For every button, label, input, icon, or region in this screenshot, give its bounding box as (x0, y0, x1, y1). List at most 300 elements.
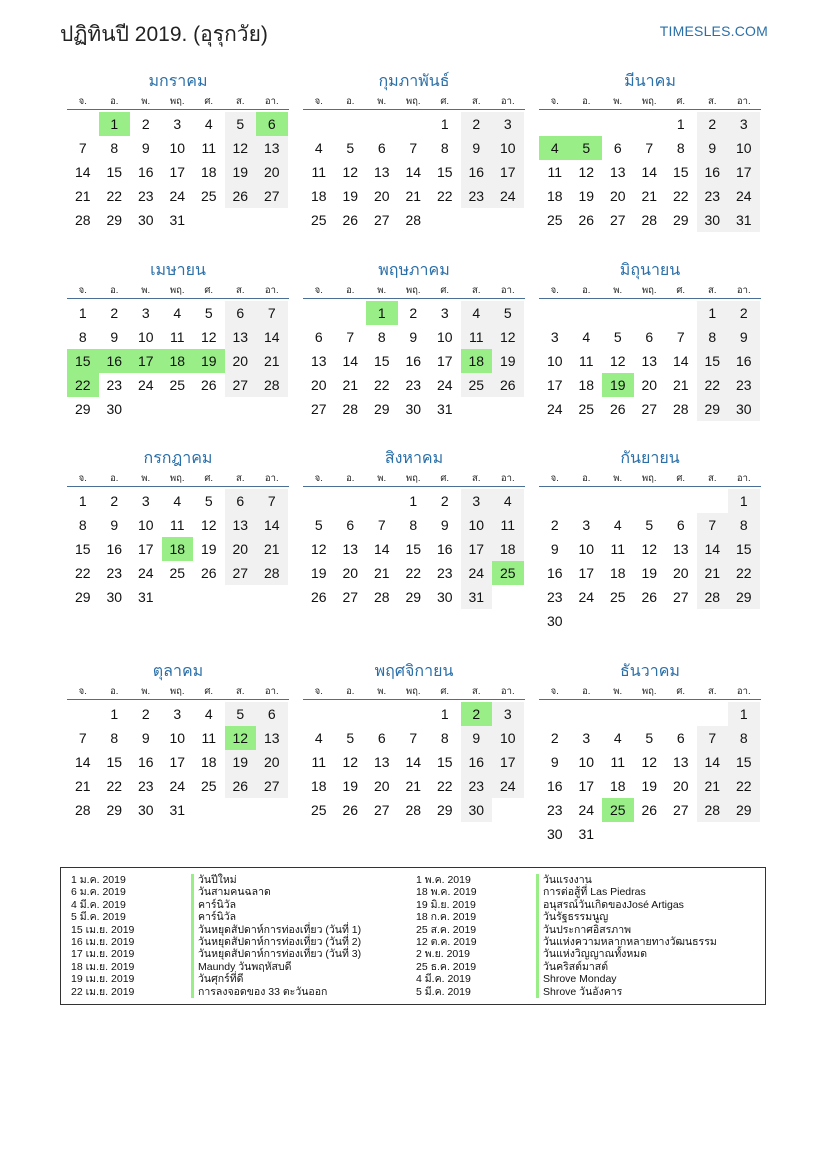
day-cell[interactable]: 1 (409, 493, 418, 509)
day-cell[interactable]: 16 (405, 353, 422, 369)
day-cell[interactable]: 15 (106, 164, 123, 180)
day-cell[interactable]: 1 (697, 301, 729, 325)
day-cell[interactable]: 17 (436, 353, 453, 369)
day-cell[interactable]: 17 (137, 541, 154, 557)
day-cell[interactable]: 31 (169, 212, 186, 228)
day-cell[interactable]: 1 (728, 702, 760, 726)
day-cell[interactable]: 22 (728, 561, 760, 585)
day-cell[interactable]: 20 (256, 750, 288, 774)
day-cell[interactable]: 19 (310, 565, 327, 581)
day-cell[interactable]: 23 (546, 589, 563, 605)
day-cell[interactable]: 3 (173, 116, 182, 132)
day-cell[interactable]: 14 (256, 325, 288, 349)
holiday-day-cell[interactable]: 25 (492, 561, 524, 585)
day-cell[interactable]: 2 (110, 305, 119, 321)
day-cell[interactable]: 8 (728, 513, 760, 537)
day-cell[interactable]: 8 (110, 140, 119, 156)
day-cell[interactable]: 22 (697, 373, 729, 397)
day-cell[interactable]: 21 (641, 188, 658, 204)
day-cell[interactable]: 23 (436, 565, 453, 581)
day-cell[interactable]: 18 (578, 377, 595, 393)
day-cell[interactable]: 4 (314, 140, 323, 156)
day-cell[interactable]: 13 (256, 136, 288, 160)
day-cell[interactable]: 23 (461, 774, 493, 798)
day-cell[interactable]: 25 (546, 212, 563, 228)
day-cell[interactable]: 9 (110, 517, 119, 533)
day-cell[interactable]: 2 (409, 305, 418, 321)
day-cell[interactable]: 8 (409, 517, 418, 533)
day-cell[interactable]: 28 (405, 802, 422, 818)
day-cell[interactable]: 3 (492, 112, 524, 136)
day-cell[interactable]: 20 (373, 188, 390, 204)
day-cell[interactable]: 20 (672, 778, 689, 794)
day-cell[interactable]: 11 (461, 325, 493, 349)
day-cell[interactable]: 3 (173, 706, 182, 722)
holiday-day-cell[interactable]: 18 (162, 349, 194, 373)
day-cell[interactable]: 10 (436, 329, 453, 345)
day-cell[interactable]: 11 (610, 541, 626, 557)
day-cell[interactable]: 2 (461, 112, 493, 136)
day-cell[interactable]: 27 (342, 589, 359, 605)
day-cell[interactable]: 1 (676, 116, 685, 132)
day-cell[interactable]: 27 (672, 802, 689, 818)
day-cell[interactable]: 11 (311, 754, 327, 770)
day-cell[interactable]: 29 (436, 802, 453, 818)
day-cell[interactable]: 17 (169, 754, 186, 770)
day-cell[interactable]: 7 (409, 730, 418, 746)
day-cell[interactable]: 6 (613, 140, 622, 156)
day-cell[interactable]: 6 (676, 730, 685, 746)
day-cell[interactable]: 18 (609, 778, 626, 794)
day-cell[interactable]: 31 (728, 208, 760, 232)
day-cell[interactable]: 21 (74, 778, 91, 794)
day-cell[interactable]: 26 (641, 802, 658, 818)
day-cell[interactable]: 1 (440, 116, 449, 132)
day-cell[interactable]: 19 (225, 160, 257, 184)
day-cell[interactable]: 16 (697, 160, 729, 184)
day-cell[interactable]: 12 (200, 517, 217, 533)
day-cell[interactable]: 11 (169, 517, 185, 533)
day-cell[interactable]: 24 (578, 589, 595, 605)
day-cell[interactable]: 5 (645, 730, 654, 746)
day-cell[interactable]: 13 (225, 325, 257, 349)
day-cell[interactable]: 8 (110, 730, 119, 746)
day-cell[interactable]: 24 (492, 184, 524, 208)
day-cell[interactable]: 13 (609, 164, 626, 180)
day-cell[interactable]: 26 (342, 802, 359, 818)
day-cell[interactable]: 24 (137, 377, 154, 393)
day-cell[interactable]: 30 (697, 208, 729, 232)
day-cell[interactable]: 15 (436, 164, 453, 180)
day-cell[interactable]: 22 (106, 778, 123, 794)
day-cell[interactable]: 14 (405, 754, 422, 770)
day-cell[interactable]: 6 (314, 329, 323, 345)
day-cell[interactable]: 11 (201, 140, 217, 156)
day-cell[interactable]: 16 (546, 565, 563, 581)
day-cell[interactable]: 22 (74, 565, 91, 581)
day-cell[interactable]: 30 (405, 401, 422, 417)
day-cell[interactable]: 19 (225, 750, 257, 774)
day-cell[interactable]: 1 (78, 493, 87, 509)
day-cell[interactable]: 3 (550, 329, 559, 345)
day-cell[interactable]: 10 (137, 517, 154, 533)
day-cell[interactable]: 8 (676, 140, 685, 156)
day-cell[interactable]: 25 (169, 377, 186, 393)
holiday-day-cell[interactable]: 18 (162, 537, 194, 561)
day-cell[interactable]: 6 (256, 702, 288, 726)
day-cell[interactable]: 24 (578, 802, 595, 818)
day-cell[interactable]: 5 (225, 702, 257, 726)
day-cell[interactable]: 14 (697, 750, 729, 774)
day-cell[interactable]: 5 (645, 517, 654, 533)
day-cell[interactable]: 23 (137, 188, 154, 204)
day-cell[interactable]: 5 (613, 329, 622, 345)
day-cell[interactable]: 30 (461, 798, 493, 822)
day-cell[interactable]: 18 (546, 188, 563, 204)
day-cell[interactable]: 29 (106, 802, 123, 818)
day-cell[interactable]: 29 (74, 589, 91, 605)
day-cell[interactable]: 18 (609, 565, 626, 581)
day-cell[interactable]: 19 (342, 778, 359, 794)
day-cell[interactable]: 25 (609, 589, 626, 605)
day-cell[interactable]: 16 (137, 164, 154, 180)
day-cell[interactable]: 10 (461, 513, 493, 537)
day-cell[interactable]: 15 (405, 541, 422, 557)
day-cell[interactable]: 1 (78, 305, 87, 321)
day-cell[interactable]: 7 (377, 517, 386, 533)
day-cell[interactable]: 7 (78, 140, 87, 156)
day-cell[interactable]: 3 (728, 112, 760, 136)
day-cell[interactable]: 3 (461, 489, 493, 513)
day-cell[interactable]: 4 (613, 517, 622, 533)
day-cell[interactable]: 27 (256, 184, 288, 208)
day-cell[interactable]: 16 (436, 541, 453, 557)
day-cell[interactable]: 28 (74, 802, 91, 818)
day-cell[interactable]: 24 (461, 561, 493, 585)
day-cell[interactable]: 3 (492, 702, 524, 726)
day-cell[interactable]: 15 (436, 754, 453, 770)
day-cell[interactable]: 15 (728, 750, 760, 774)
day-cell[interactable]: 12 (342, 164, 359, 180)
day-cell[interactable]: 12 (310, 541, 327, 557)
day-cell[interactable]: 12 (200, 329, 217, 345)
holiday-day-cell[interactable]: 2 (461, 702, 493, 726)
day-cell[interactable]: 4 (492, 489, 524, 513)
day-cell[interactable]: 27 (373, 802, 390, 818)
day-cell[interactable]: 27 (672, 589, 689, 605)
day-cell[interactable]: 30 (436, 589, 453, 605)
day-cell[interactable]: 20 (256, 160, 288, 184)
day-cell[interactable]: 19 (492, 349, 524, 373)
day-cell[interactable]: 14 (256, 513, 288, 537)
day-cell[interactable]: 25 (200, 778, 217, 794)
day-cell[interactable]: 21 (74, 188, 91, 204)
day-cell[interactable]: 27 (225, 373, 257, 397)
day-cell[interactable]: 3 (141, 305, 150, 321)
day-cell[interactable]: 13 (373, 754, 390, 770)
day-cell[interactable]: 7 (409, 140, 418, 156)
day-cell[interactable]: 19 (641, 778, 658, 794)
day-cell[interactable]: 28 (256, 561, 288, 585)
day-cell[interactable]: 5 (492, 301, 524, 325)
day-cell[interactable]: 9 (461, 136, 493, 160)
day-cell[interactable]: 10 (169, 140, 186, 156)
day-cell[interactable]: 22 (106, 188, 123, 204)
day-cell[interactable]: 25 (578, 401, 595, 417)
day-cell[interactable]: 15 (697, 349, 729, 373)
day-cell[interactable]: 7 (676, 329, 685, 345)
day-cell[interactable]: 12 (578, 164, 595, 180)
day-cell[interactable]: 8 (728, 726, 760, 750)
day-cell[interactable]: 29 (373, 401, 390, 417)
day-cell[interactable]: 17 (461, 537, 493, 561)
day-cell[interactable]: 27 (310, 401, 327, 417)
day-cell[interactable]: 26 (200, 565, 217, 581)
day-cell[interactable]: 16 (461, 750, 493, 774)
day-cell[interactable]: 2 (141, 116, 150, 132)
day-cell[interactable]: 4 (461, 301, 493, 325)
day-cell[interactable]: 7 (645, 140, 654, 156)
day-cell[interactable]: 30 (137, 212, 154, 228)
day-cell[interactable]: 9 (461, 726, 493, 750)
day-cell[interactable]: 24 (546, 401, 563, 417)
day-cell[interactable]: 12 (609, 353, 626, 369)
day-cell[interactable]: 13 (672, 541, 689, 557)
day-cell[interactable]: 26 (225, 184, 257, 208)
day-cell[interactable]: 17 (492, 160, 524, 184)
day-cell[interactable]: 6 (676, 517, 685, 533)
day-cell[interactable]: 23 (461, 184, 493, 208)
day-cell[interactable]: 2 (550, 517, 559, 533)
day-cell[interactable]: 26 (578, 212, 595, 228)
day-cell[interactable]: 29 (728, 798, 760, 822)
day-cell[interactable]: 18 (310, 188, 327, 204)
day-cell[interactable]: 23 (405, 377, 422, 393)
day-cell[interactable]: 5 (346, 730, 355, 746)
day-cell[interactable]: 9 (550, 754, 559, 770)
day-cell[interactable]: 4 (582, 329, 591, 345)
day-cell[interactable]: 22 (728, 774, 760, 798)
day-cell[interactable]: 9 (110, 329, 119, 345)
day-cell[interactable]: 24 (728, 184, 760, 208)
day-cell[interactable]: 10 (169, 730, 186, 746)
day-cell[interactable]: 10 (546, 353, 563, 369)
day-cell[interactable]: 21 (342, 377, 359, 393)
day-cell[interactable]: 26 (492, 373, 524, 397)
day-cell[interactable]: 24 (169, 188, 186, 204)
day-cell[interactable]: 18 (200, 164, 217, 180)
day-cell[interactable]: 21 (373, 565, 390, 581)
day-cell[interactable]: 22 (436, 188, 453, 204)
day-cell[interactable]: 22 (373, 377, 390, 393)
day-cell[interactable]: 20 (342, 565, 359, 581)
day-cell[interactable]: 4 (204, 706, 213, 722)
day-cell[interactable]: 17 (492, 750, 524, 774)
day-cell[interactable]: 29 (728, 585, 760, 609)
day-cell[interactable]: 1 (110, 706, 119, 722)
day-cell[interactable]: 6 (225, 301, 257, 325)
day-cell[interactable]: 26 (609, 401, 626, 417)
day-cell[interactable]: 4 (173, 493, 182, 509)
day-cell[interactable]: 11 (201, 730, 217, 746)
day-cell[interactable]: 30 (546, 613, 563, 629)
day-cell[interactable]: 18 (200, 754, 217, 770)
day-cell[interactable]: 2 (440, 493, 449, 509)
holiday-day-cell[interactable]: 12 (225, 726, 257, 750)
holiday-day-cell[interactable]: 1 (99, 112, 131, 136)
day-cell[interactable]: 5 (346, 140, 355, 156)
day-cell[interactable]: 11 (547, 164, 563, 180)
day-cell[interactable]: 1 (728, 489, 760, 513)
day-cell[interactable]: 19 (641, 565, 658, 581)
day-cell[interactable]: 12 (225, 136, 257, 160)
day-cell[interactable]: 28 (74, 212, 91, 228)
day-cell[interactable]: 22 (672, 188, 689, 204)
day-cell[interactable]: 5 (314, 517, 323, 533)
day-cell[interactable]: 17 (578, 778, 595, 794)
brand-link[interactable]: TIMESLES.COM (659, 23, 768, 39)
day-cell[interactable]: 2 (728, 301, 760, 325)
day-cell[interactable]: 25 (461, 373, 493, 397)
day-cell[interactable]: 24 (492, 774, 524, 798)
day-cell[interactable]: 10 (728, 136, 760, 160)
day-cell[interactable]: 10 (578, 541, 595, 557)
day-cell[interactable]: 8 (697, 325, 729, 349)
day-cell[interactable]: 31 (436, 401, 453, 417)
day-cell[interactable]: 20 (672, 565, 689, 581)
day-cell[interactable]: 23 (106, 565, 123, 581)
day-cell[interactable]: 7 (697, 726, 729, 750)
day-cell[interactable]: 4 (204, 116, 213, 132)
day-cell[interactable]: 15 (373, 353, 390, 369)
day-cell[interactable]: 14 (342, 353, 359, 369)
day-cell[interactable]: 3 (582, 730, 591, 746)
holiday-day-cell[interactable]: 18 (461, 349, 493, 373)
day-cell[interactable]: 13 (225, 513, 257, 537)
day-cell[interactable]: 21 (672, 377, 689, 393)
holiday-day-cell[interactable]: 22 (67, 373, 99, 397)
day-cell[interactable]: 8 (440, 140, 449, 156)
day-cell[interactable]: 28 (373, 589, 390, 605)
day-cell[interactable]: 16 (546, 778, 563, 794)
day-cell[interactable]: 27 (609, 212, 626, 228)
day-cell[interactable]: 17 (546, 377, 563, 393)
day-cell[interactable]: 20 (310, 377, 327, 393)
day-cell[interactable]: 12 (641, 754, 658, 770)
day-cell[interactable]: 14 (74, 164, 91, 180)
holiday-day-cell[interactable]: 6 (256, 112, 288, 136)
day-cell[interactable]: 28 (641, 212, 658, 228)
day-cell[interactable]: 5 (204, 305, 213, 321)
day-cell[interactable]: 17 (169, 164, 186, 180)
day-cell[interactable]: 4 (613, 730, 622, 746)
day-cell[interactable]: 19 (342, 188, 359, 204)
day-cell[interactable]: 14 (373, 541, 390, 557)
day-cell[interactable]: 14 (405, 164, 422, 180)
day-cell[interactable]: 26 (641, 589, 658, 605)
day-cell[interactable]: 15 (672, 164, 689, 180)
holiday-day-cell[interactable]: 19 (602, 373, 634, 397)
day-cell[interactable]: 5 (204, 493, 213, 509)
day-cell[interactable]: 29 (106, 212, 123, 228)
day-cell[interactable]: 28 (342, 401, 359, 417)
day-cell[interactable]: 2 (141, 706, 150, 722)
day-cell[interactable]: 28 (697, 585, 729, 609)
day-cell[interactable]: 16 (106, 541, 123, 557)
day-cell[interactable]: 15 (728, 537, 760, 561)
day-cell[interactable]: 6 (377, 140, 386, 156)
day-cell[interactable]: 11 (492, 513, 524, 537)
day-cell[interactable]: 16 (728, 349, 760, 373)
day-cell[interactable]: 27 (225, 561, 257, 585)
day-cell[interactable]: 31 (461, 585, 493, 609)
day-cell[interactable]: 1 (440, 706, 449, 722)
day-cell[interactable]: 29 (672, 212, 689, 228)
holiday-day-cell[interactable]: 4 (539, 136, 571, 160)
day-cell[interactable]: 3 (440, 305, 449, 321)
day-cell[interactable]: 3 (582, 517, 591, 533)
day-cell[interactable]: 17 (578, 565, 595, 581)
day-cell[interactable]: 21 (697, 561, 729, 585)
day-cell[interactable]: 27 (256, 774, 288, 798)
day-cell[interactable]: 13 (672, 754, 689, 770)
day-cell[interactable]: 26 (342, 212, 359, 228)
day-cell[interactable]: 7 (78, 730, 87, 746)
day-cell[interactable]: 9 (440, 517, 449, 533)
day-cell[interactable]: 25 (310, 802, 327, 818)
day-cell[interactable]: 21 (405, 778, 422, 794)
day-cell[interactable]: 22 (436, 778, 453, 794)
day-cell[interactable]: 21 (697, 774, 729, 798)
day-cell[interactable]: 22 (405, 565, 422, 581)
day-cell[interactable]: 14 (74, 754, 91, 770)
day-cell[interactable]: 14 (697, 537, 729, 561)
day-cell[interactable]: 30 (728, 397, 760, 421)
day-cell[interactable]: 26 (225, 774, 257, 798)
holiday-day-cell[interactable]: 5 (571, 136, 603, 160)
day-cell[interactable]: 24 (169, 778, 186, 794)
day-cell[interactable]: 27 (373, 212, 390, 228)
day-cell[interactable]: 31 (578, 826, 595, 842)
day-cell[interactable]: 23 (697, 184, 729, 208)
day-cell[interactable]: 16 (461, 160, 493, 184)
day-cell[interactable]: 25 (310, 212, 327, 228)
day-cell[interactable]: 15 (106, 754, 123, 770)
day-cell[interactable]: 10 (492, 726, 524, 750)
day-cell[interactable]: 9 (728, 325, 760, 349)
day-cell[interactable]: 30 (106, 401, 123, 417)
day-cell[interactable]: 25 (169, 565, 186, 581)
day-cell[interactable]: 13 (342, 541, 359, 557)
day-cell[interactable]: 10 (137, 329, 154, 345)
day-cell[interactable]: 30 (106, 589, 123, 605)
day-cell[interactable]: 7 (346, 329, 355, 345)
day-cell[interactable]: 16 (137, 754, 154, 770)
day-cell[interactable]: 13 (641, 353, 658, 369)
day-cell[interactable]: 14 (672, 353, 689, 369)
day-cell[interactable]: 9 (141, 140, 150, 156)
day-cell[interactable]: 20 (641, 377, 658, 393)
day-cell[interactable]: 20 (225, 349, 257, 373)
day-cell[interactable]: 8 (78, 329, 87, 345)
day-cell[interactable]: 4 (314, 730, 323, 746)
day-cell[interactable]: 20 (373, 778, 390, 794)
day-cell[interactable]: 7 (697, 513, 729, 537)
day-cell[interactable]: 3 (141, 493, 150, 509)
day-cell[interactable]: 24 (436, 377, 453, 393)
day-cell[interactable]: 2 (550, 730, 559, 746)
day-cell[interactable]: 21 (256, 349, 288, 373)
